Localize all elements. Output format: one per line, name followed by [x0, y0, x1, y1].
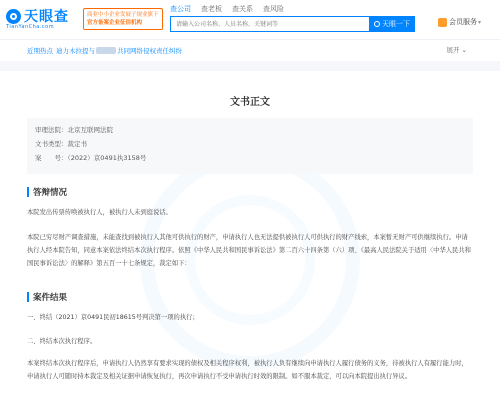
section-bar [27, 292, 29, 302]
expand-button[interactable] [446, 45, 467, 54]
tab-risk[interactable]: 查风险 [263, 5, 284, 13]
section-title: 答辩情况 [33, 188, 68, 198]
vip-label: 会员服务 [449, 18, 477, 26]
paragraph: 本院已穷尽财产调查措施，未能查找到被执行人其他可供执行的财产，申请执行人也无法提供被执行人可供执行的财产线索，本案暂无财产可供继续执行。申请执行人经本院告知，同意本案依法终结本次执行程序。依照《中华人民共和国民事诉讼法》第二百六十四条第（六）项、《最高人民法院关于适用〈中华人民共和国民事诉讼法〉的解释》第五百一十七条规定，裁定如下： [27, 234, 471, 267]
promo-badge[interactable] [83, 8, 163, 30]
section-header-defense [27, 186, 67, 198]
expand-label: 展开 [446, 46, 460, 54]
paragraph: 一、终结（2021）京0491民初18615号判决第一项的执行； [27, 314, 199, 321]
tab-relation[interactable]: 查关系 [232, 5, 253, 13]
hot-topics-bar [27, 41, 473, 59]
meta-court: 审理法院：北京互联网法院 [35, 126, 113, 134]
promo-line-2: 官方备案企业征信机构 [87, 20, 143, 26]
search-input[interactable] [170, 16, 369, 32]
paragraph: 二、终结本次执行程序。 [27, 338, 97, 345]
search-button[interactable] [369, 16, 415, 32]
section-bar [27, 187, 29, 197]
vip-service-link[interactable] [438, 17, 481, 27]
hot-topics-label: 近期热点 [27, 46, 53, 55]
logo-subtitle: TianYanCha.com [6, 24, 55, 30]
search-icon [374, 21, 380, 27]
tab-company[interactable]: 查公司 [170, 5, 191, 13]
meta-doc-type: 文书类型：裁定书 [35, 140, 87, 148]
meta-case-number: 案 号：（2022）京0491执3158号 [35, 154, 147, 162]
site-logo[interactable] [6, 6, 69, 26]
logo-text: 天眼查 [24, 9, 69, 25]
hot-topic-text-after: 共同网络侵权责任纠纷 [117, 46, 182, 55]
eye-logo-icon [6, 9, 21, 24]
redacted-name [96, 47, 116, 54]
chevron-down-icon: ▾ [478, 18, 482, 26]
section-divider [0, 61, 500, 71]
promo-line-1: 商业中小企业发展子规业旗下 [87, 12, 159, 18]
document-meta [27, 118, 473, 174]
search-button-label: 天眼一下 [382, 20, 410, 28]
site-header [0, 0, 500, 40]
hot-topic-link[interactable] [56, 46, 182, 55]
tab-boss[interactable]: 查老板 [201, 5, 222, 13]
section-header-result [27, 291, 67, 303]
crown-icon [438, 18, 447, 27]
paragraph: 本院发出传票传唤被执行人，被执行人未到庭说话。 [27, 209, 172, 216]
chevron-down-icon: ⌄ [461, 46, 467, 54]
section-title: 案件结果 [33, 293, 68, 303]
search-bar [170, 16, 415, 32]
document-title: 文书正文 [230, 97, 270, 108]
paragraph: 本案终结本次执行程序后，申请执行人仍然享有要求实现的债权及相关程序权利，被执行人负有继续向申请执行人履行债务的义务，待被执行人有履行能力时，申请执行人可随时持本裁定及相关证据申请恢复执行，再次申请执行不受申请执行时效的限制。如不服本裁定，可以向本院提出执行异议。 [27, 360, 468, 380]
hot-topic-text-before: 迪力木拉提与 [56, 46, 95, 55]
search-tabs [170, 4, 294, 14]
